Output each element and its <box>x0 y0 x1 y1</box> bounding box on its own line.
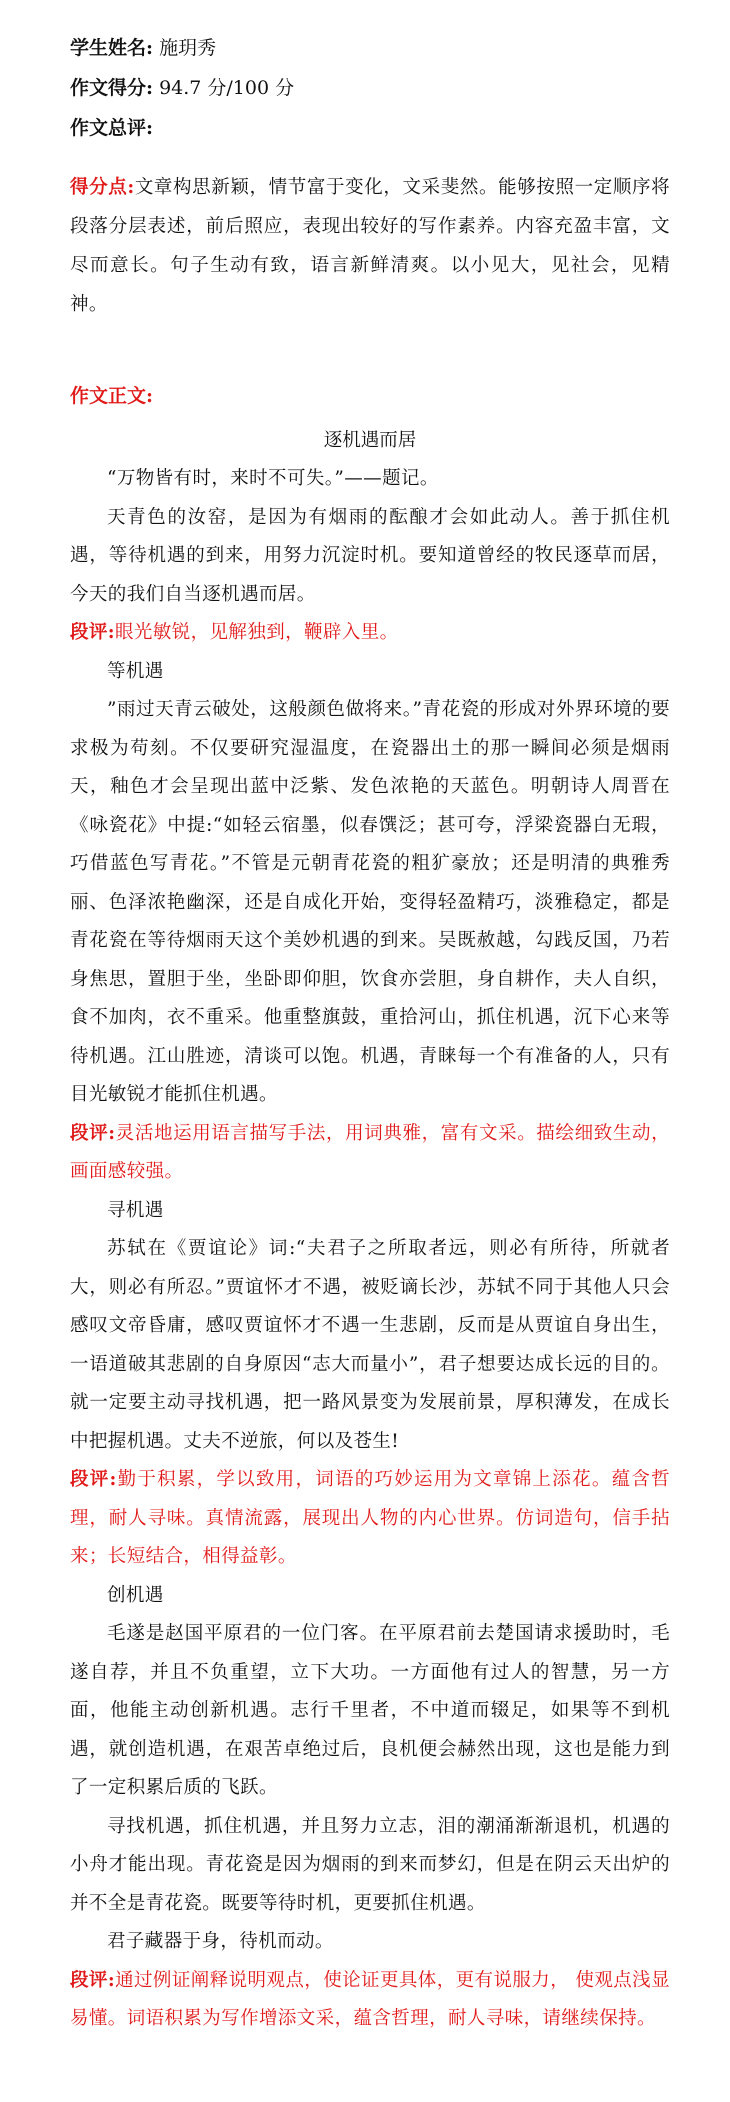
comment-1-label: 段评: <box>70 622 116 643</box>
essay-paragraph-2: ”雨过天青云破处，这般颜色做将来。”青花瓷的形成对外界环境的要求极为苟刻。不仅要研究湿温度，在瓷器出土的那一瞬间必须是烟雨天，釉色才会呈现出蓝中泛紫、发色浓艳的天蓝色。明朝诗人周晋在《咏瓷花》中提:“如轻云宿墨，似春馔泛；甚可夸，浮梁瓷器白无瑕，巧借蓝色写青花。”不管是元朝青花瓷的粗犷豪放；还是明清的典雅秀丽、色泽浓艳幽深，还是自成化开始，变得轻盈精巧，淡雅稳定，都是青花瓷在等待烟雨天这个美妙机遇的到来。吴既赦越，勾践反国，乃若身焦思，置胆于坐，坐卧即仰胆，饮食亦尝胆，身自耕作，夫人自织，食不加肉，衣不重采。他重整旗鼓，重拾河山，抓住机遇，沉下心来等待机遇。江山胜迹，清谈可以饱。机遇，青睐每一个有准备的人，只有目光敏锐才能抓住机遇。 <box>70 699 670 1105</box>
summary-label: 得分点: <box>70 177 135 198</box>
essay-title: 逐机遇而居 <box>323 430 417 451</box>
essay-paragraph-5: 寻找机遇，抓住机遇，并且努力立志，泪的潮涌渐渐退机，机遇的小舟才能出现。青花瓷是因为烟雨的到来而梦幻，但是在阴云天出炉的并不全是青花瓷。既要等待时机，更要抓住机遇。 <box>70 1815 670 1914</box>
essay-paragraph-1: 天青色的汝窑，是因为有烟雨的酝酿才会如此动人。善于抓住机遇，等待机遇的到来，用努力沉淀时机。要知道曾经的牧民逐草而居，今天的我们自当逐机遇而居。 <box>70 506 670 605</box>
summary-text: 文章构思新颖，情节富于变化，文采斐然。能够按照一定顺序将段落分层表述，前后照应，表现出较好的写作素养。内容充盈丰富，文尽而意长。句子生动有致，语言新鲜清爽。以小见大，见社会，见精神。 <box>70 177 670 315</box>
section-heading-wait: 等机遇 <box>107 660 164 682</box>
essay-body <box>70 422 670 2039</box>
section-heading-create: 创机遇 <box>107 1584 164 1606</box>
comment-1-text: 眼光敏锐，见解独到，鞭辟入里。 <box>115 622 399 643</box>
comment-4-label: 段评: <box>70 1969 116 1991</box>
student-name-value: 施玥秀 <box>159 37 217 59</box>
score-label: 作文得分: <box>70 77 154 99</box>
comment-2-text: 灵活地运用语言描写手法，用词典雅，富有文采。描绘细致生动，画面感较强。 <box>70 1122 671 1182</box>
comment-4-text: 通过例证阐释说明观点，使论证更具体，更有说服力， 使观点浅显易懂。词语积累为写作增添文采，蕴含哲理，耐人寻味，请继续保持。 <box>70 1969 671 2029</box>
comment-4 <box>70 1962 670 2039</box>
essay-epigraph: “万物皆有时，来时不可失。”——题记。 <box>107 468 439 489</box>
comment-2 <box>70 1115 670 1192</box>
essay-label: 作文正文: <box>70 385 154 407</box>
comment-3 <box>70 1461 670 1577</box>
review-row <box>70 108 153 148</box>
essay-paragraph-4: 毛遂是赵国平原君的一位门客。在平原君前去楚国请求援助时，毛遂自荐，并且不负重望，立下大功。一方面他有过人的智慧，另一方面，他能主动创新机遇。志行千里者，不中道而辍足，如果等不到机遇，就创造机遇，在艰苦卓绝过后，良机便会赫然出现，这也是能力到了一定积累后质的飞跃。 <box>70 1623 670 1798</box>
student-name-label: 学生姓名: <box>70 37 154 59</box>
essay-paragraph-6: 君子藏器于身，待机而动。 <box>107 1931 334 1952</box>
review-label: 作文总评: <box>70 117 154 139</box>
essay-label-row <box>70 376 153 416</box>
student-name-row <box>70 28 216 68</box>
comment-3-label: 段评: <box>70 1469 117 1490</box>
summary-paragraph <box>70 168 670 324</box>
comment-3-text: 勤于积累，学以致用，词语的巧妙运用为文章锦上添花。蕴含哲理，耐人寻味。真情流露，展现出人物的内心世界。仿词造句，信手拈来；长短结合，相得益彰。 <box>70 1469 671 1567</box>
section-heading-seek: 寻机遇 <box>107 1199 164 1221</box>
score-row <box>70 68 294 108</box>
score-value: 94.7 分/100 分 <box>159 77 295 99</box>
comment-2-label: 段评: <box>70 1122 116 1144</box>
comment-1 <box>70 614 670 653</box>
essay-paragraph-3: 苏轼在《贾谊论》词:“夫君子之所取者远，则必有所待，所就者大，则必有所忍。”贾谊怀才不遇，被贬谪长沙，苏轼不同于其他人只会感叹文帝昏庸，感叹贾谊怀才不遇一生悲剧，反而是从贾谊自身出生，一语道破其悲剧的自身原因“志大而量小”，君子想要达成长远的目的。就一定要主动寻找机遇，把一路风景变为发展前景，厚积薄发，在成长中把握机遇。丈夫不逆旅，何以及苍生! <box>70 1238 670 1452</box>
